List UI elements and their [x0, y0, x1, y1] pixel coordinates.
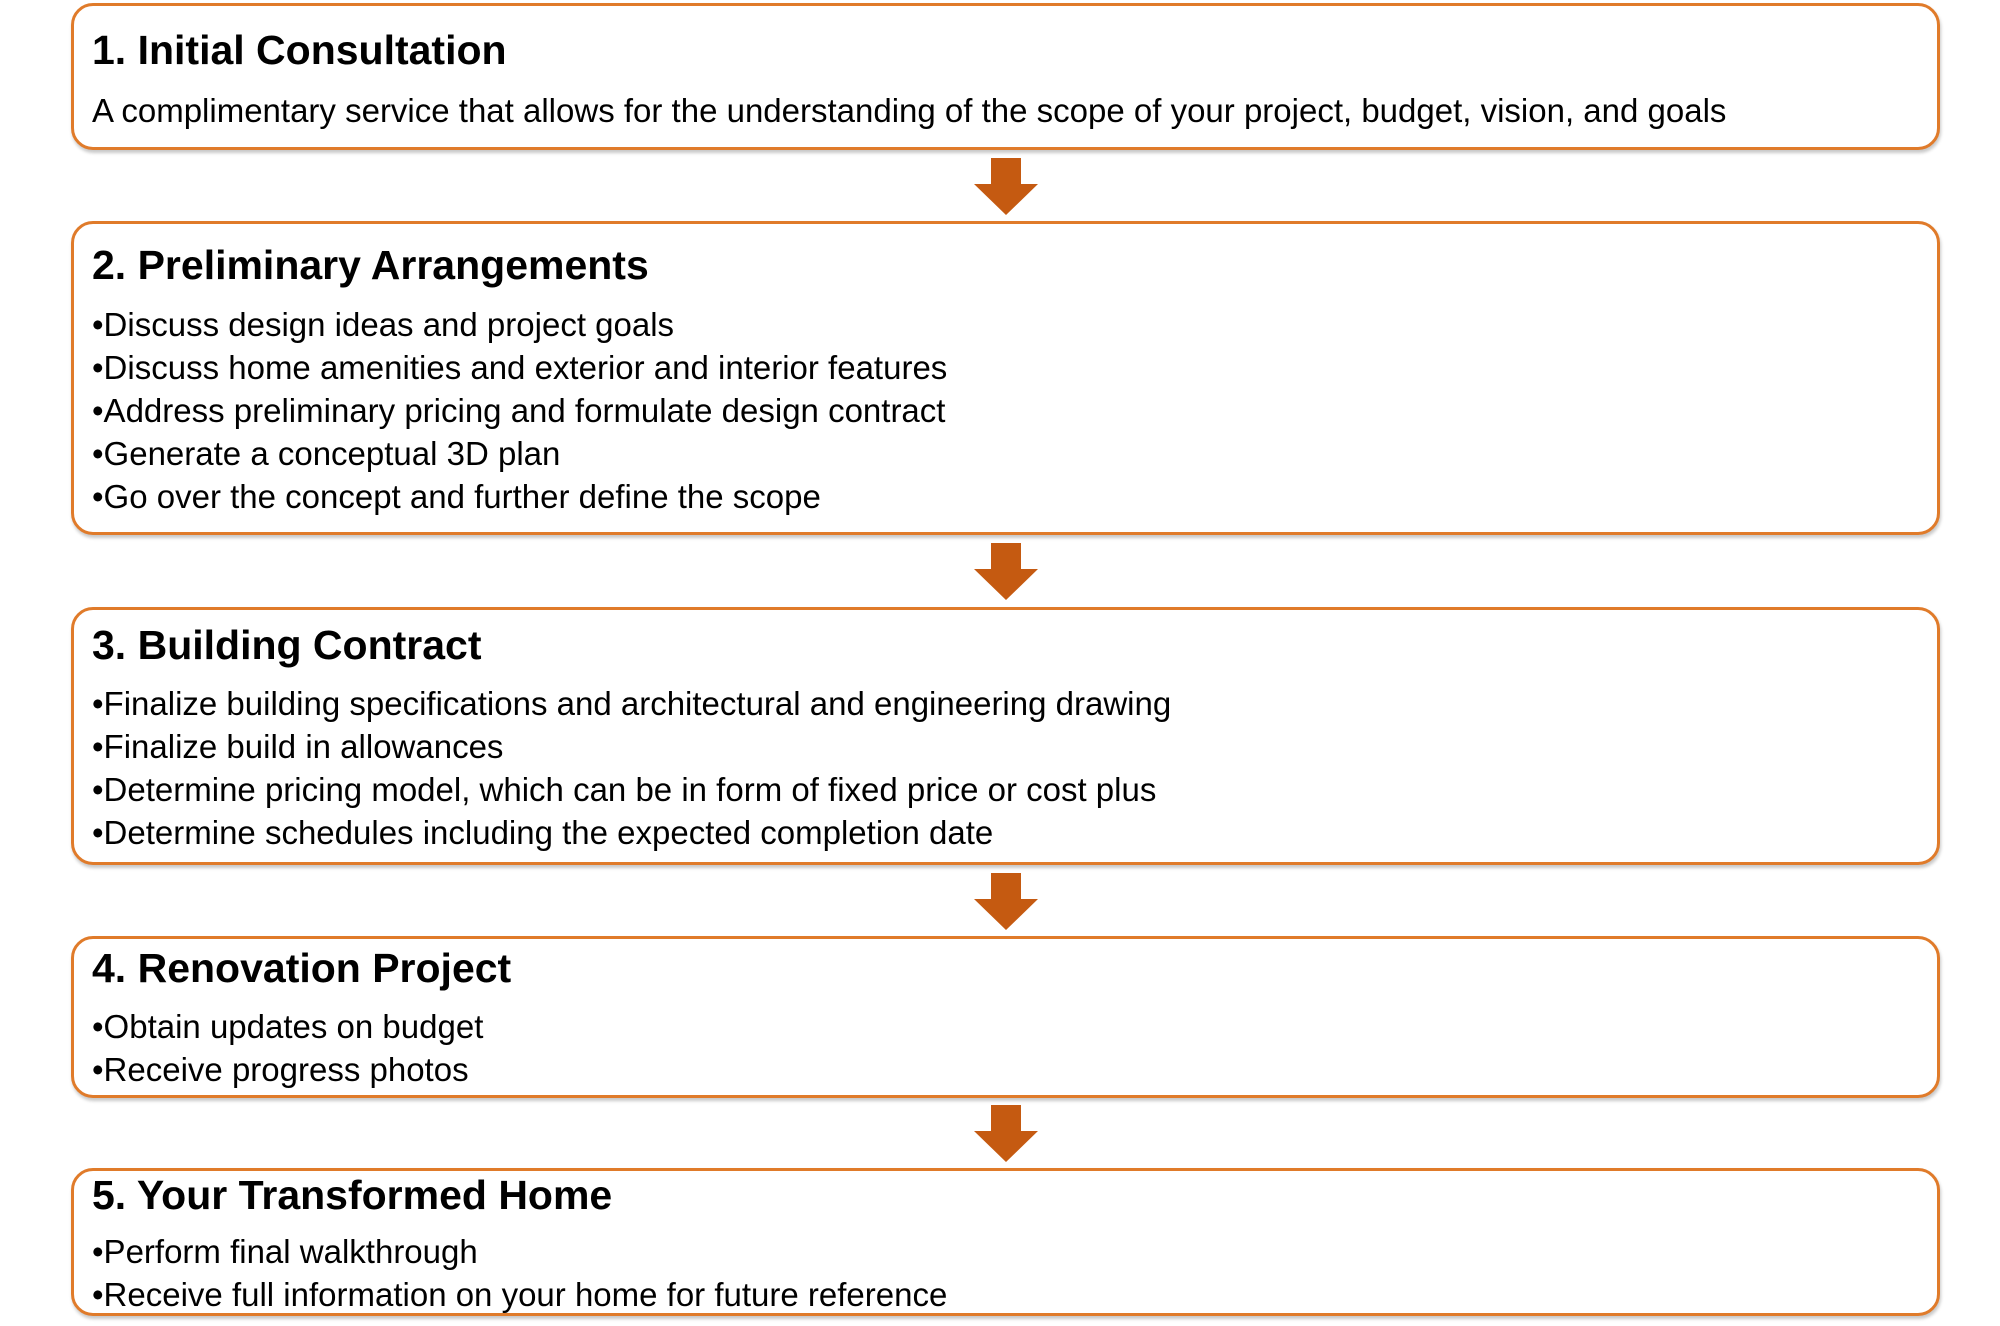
step-renovation-project: [71, 936, 1940, 1098]
list-item: •Go over the concept and further define the scope: [92, 478, 821, 515]
step-title: 3. Building Contract: [92, 622, 482, 668]
step-title: 2. Preliminary Arrangements: [92, 242, 649, 288]
list-item: •Receive full information on your home for future reference: [92, 1276, 948, 1313]
list-item: •Address preliminary pricing and formulate design contract: [92, 392, 946, 429]
list-item: •Finalize build in allowances: [92, 728, 504, 765]
step-bullet-list: [92, 303, 947, 518]
down-arrow-icon: [974, 1105, 1038, 1162]
list-item: •Determine schedules including the expected completion date: [92, 814, 994, 851]
step-title: 5. Your Transformed Home: [92, 1172, 613, 1218]
step-title: 4. Renovation Project: [92, 945, 512, 991]
list-item: •Discuss home amenities and exterior and interior features: [92, 349, 948, 386]
down-arrow-icon: [974, 873, 1038, 930]
step-bullet-list: [92, 1230, 947, 1316]
down-arrow-icon: [974, 158, 1038, 215]
step-your-transformed-home: [71, 1168, 1940, 1316]
list-item: •Generate a conceptual 3D plan: [92, 435, 561, 472]
list-item: •Discuss design ideas and project goals: [92, 306, 675, 343]
step-bullet-list: [92, 1005, 483, 1091]
step-bullet-list: [92, 682, 1171, 854]
step-building-contract: [71, 607, 1940, 865]
list-item: •Receive progress photos: [92, 1051, 469, 1088]
list-item: •Determine pricing model, which can be in form of fixed price or cost plus: [92, 771, 1157, 808]
step-description: A complimentary service that allows for the understanding of the scope of your project, budget, vision, and goals: [92, 92, 1727, 129]
step-initial-consultation: [71, 3, 1940, 150]
step-title: 1. Initial Consultation: [92, 27, 507, 73]
list-item: •Perform final walkthrough: [92, 1233, 478, 1270]
step-preliminary-arrangements: [71, 221, 1940, 535]
list-item: •Finalize building specifications and architectural and engineering drawing: [92, 685, 1172, 722]
list-item: •Obtain updates on budget: [92, 1008, 484, 1045]
down-arrow-icon: [974, 543, 1038, 600]
